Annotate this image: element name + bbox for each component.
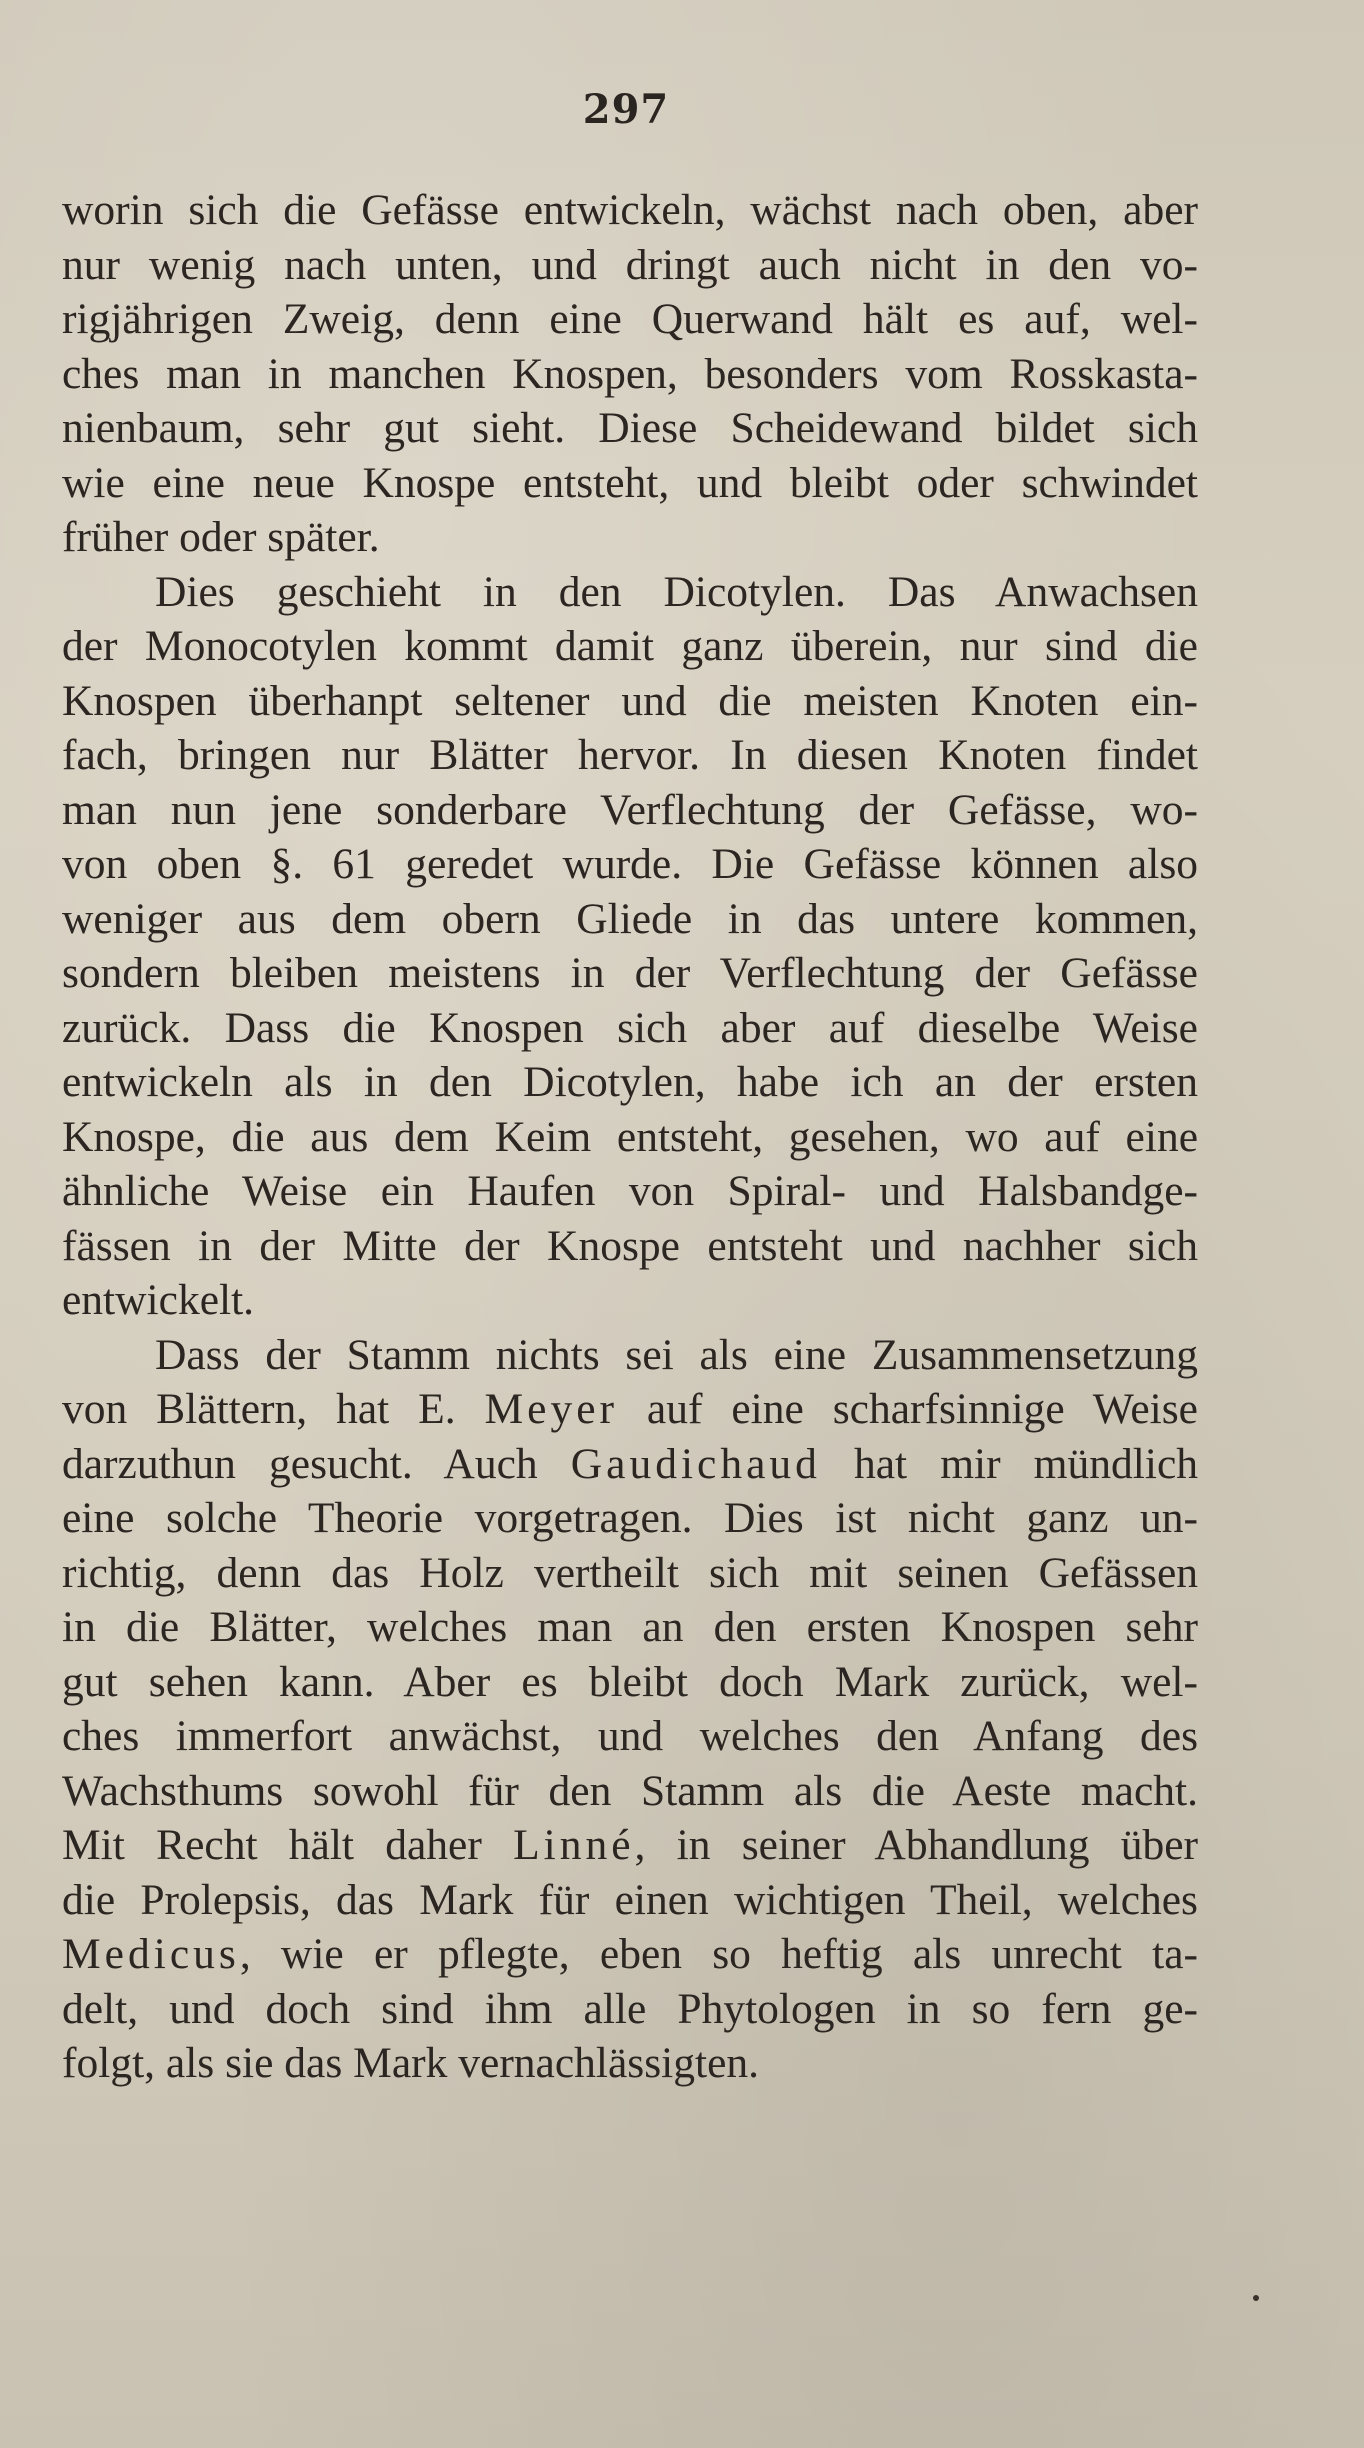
text-segment: gut sehen kann. Aber es bleibt doch Mark zurück, wel- xyxy=(62,1657,1198,1706)
page-number: 297 xyxy=(582,86,670,133)
text-line xyxy=(62,1164,1198,1219)
text-line xyxy=(62,1219,1198,1274)
text-line xyxy=(62,1982,1198,2037)
text-line xyxy=(62,1709,1198,1764)
text-line xyxy=(62,401,1198,456)
text-line xyxy=(62,1273,1198,1328)
spaced-name: Meyer xyxy=(484,1385,619,1433)
text-line xyxy=(62,2036,1198,2091)
text-line xyxy=(62,565,1198,620)
text-segment: in die Blätter, welches man an den ersten Knospen sehr xyxy=(62,1603,1198,1651)
paper-speck xyxy=(1253,2295,1259,2301)
text-line xyxy=(62,1655,1198,1710)
text-segment: folgt, als sie das Mark vernachlässigten. xyxy=(62,2039,760,2087)
text-line xyxy=(62,183,1198,238)
text-segment: richtig, denn das Holz vertheilt sich mit seinen Gefässen xyxy=(62,1548,1198,1597)
text-segment: entwickeln als in den Dicotylen, habe ich an der ersten xyxy=(62,1058,1198,1106)
text-segment: auf eine scharfsinnige Weise xyxy=(618,1385,1198,1433)
paragraph xyxy=(62,1328,1198,2091)
spaced-name: Gaudichaud xyxy=(570,1439,821,1488)
text-segment: nienbaum, sehr gut sieht. Diese Scheidewand bildet sich xyxy=(62,404,1198,452)
paragraph xyxy=(62,565,1198,1328)
text-line xyxy=(62,1110,1198,1165)
spaced-name: Linné xyxy=(513,1821,635,1869)
text-line xyxy=(62,456,1198,511)
text-segment: weniger aus dem obern Gliede in das untere kommen, xyxy=(62,894,1198,943)
text-line xyxy=(62,292,1198,347)
text-line xyxy=(62,1382,1198,1437)
text-segment: von Blättern, hat E. xyxy=(62,1385,485,1433)
text-segment: der Monocotylen kommt damit ganz überein, nur sind die xyxy=(62,622,1198,670)
text-segment: delt, und doch sind ihm alle Phytologen in so fern ge- xyxy=(62,1984,1198,2033)
text-line xyxy=(62,783,1198,838)
text-line xyxy=(62,946,1198,1001)
text-segment: die Prolepsis, das Mark für einen wichtigen Theil, welches xyxy=(62,1875,1198,1924)
text-segment: ches immerfort anwächst, und welches den Anfang des xyxy=(62,1712,1198,1760)
text-segment: entwickelt. xyxy=(62,1276,255,1324)
text-segment: , wie er pflegte, eben so heftig als unrecht ta- xyxy=(239,1930,1198,1978)
body-text xyxy=(62,183,1198,2091)
text-segment: Knospen überhanpt seltener und die meisten Knoten ein- xyxy=(62,676,1198,725)
text-line xyxy=(62,1437,1198,1492)
text-segment: zurück. Dass die Knospen sich aber auf dieselbe Weise xyxy=(62,1003,1198,1052)
text-line xyxy=(62,1927,1198,1982)
text-segment: darzuthun gesucht. Auch xyxy=(62,1439,571,1488)
text-segment: hat mir mündlich xyxy=(820,1439,1198,1488)
text-line xyxy=(62,674,1198,729)
text-segment: eine solche Theorie vorgetragen. Dies ist nicht ganz un- xyxy=(62,1494,1198,1542)
text-line xyxy=(62,728,1198,783)
text-line xyxy=(62,1491,1198,1546)
text-segment: fach, bringen nur Blätter hervor. In diesen Knoten findet xyxy=(62,731,1198,779)
text-segment: ches man in manchen Knospen, besonders vom Rosskasta- xyxy=(62,349,1198,398)
text-segment: Knospe, die aus dem Keim entsteht, gesehen, wo auf eine xyxy=(62,1112,1198,1161)
text-line xyxy=(62,892,1198,947)
text-segment: früher oder später. xyxy=(62,513,380,561)
spaced-name: Medicus xyxy=(62,1930,240,1978)
text-segment: worin sich die Gefässe entwickeln, wächst nach oben, aber xyxy=(62,186,1198,234)
text-line xyxy=(62,1600,1198,1655)
text-segment: Wachsthums sowohl für den Stamm als die Aeste macht. xyxy=(62,1766,1198,1815)
text-line xyxy=(62,619,1198,674)
text-segment: nur wenig nach unten, und dringt auch nicht in den vo- xyxy=(62,240,1198,289)
text-segment: , in seiner Abhandlung über xyxy=(634,1821,1198,1869)
text-segment: man nun jene sonderbare Verflechtung der Gefässe, wo- xyxy=(62,785,1198,834)
text-line xyxy=(62,1764,1198,1819)
text-line xyxy=(62,837,1198,892)
text-segment: ähnliche Weise ein Haufen von Spiral- und Halsbandge- xyxy=(62,1167,1198,1215)
text-segment: von oben §. 61 geredet wurde. Die Gefässe können also xyxy=(62,840,1198,888)
text-line xyxy=(62,1055,1198,1110)
text-segment: sondern bleiben meistens in der Verflechtung der Gefässe xyxy=(62,949,1198,997)
text-segment: fässen in der Mitte der Knospe entsteht und nachher sich xyxy=(62,1221,1198,1270)
text-segment: Dies geschieht in den Dicotylen. Das Anwachsen xyxy=(155,567,1198,616)
text-line xyxy=(62,1546,1198,1601)
text-line xyxy=(62,1818,1198,1873)
text-line xyxy=(62,510,1198,565)
text-line xyxy=(62,1328,1198,1383)
text-line xyxy=(62,347,1198,402)
paragraph xyxy=(62,183,1198,565)
text-segment: Mit Recht hält daher xyxy=(62,1821,514,1869)
text-line xyxy=(62,1001,1198,1056)
text-line xyxy=(62,1873,1198,1928)
text-segment: Dass der Stamm nichts sei als eine Zusammensetzung xyxy=(155,1330,1198,1379)
text-segment: rigjährigen Zweig, denn eine Querwand hält es auf, wel- xyxy=(62,295,1198,343)
text-line xyxy=(62,238,1198,293)
text-segment: wie eine neue Knospe entsteht, und bleibt oder schwindet xyxy=(62,458,1198,507)
